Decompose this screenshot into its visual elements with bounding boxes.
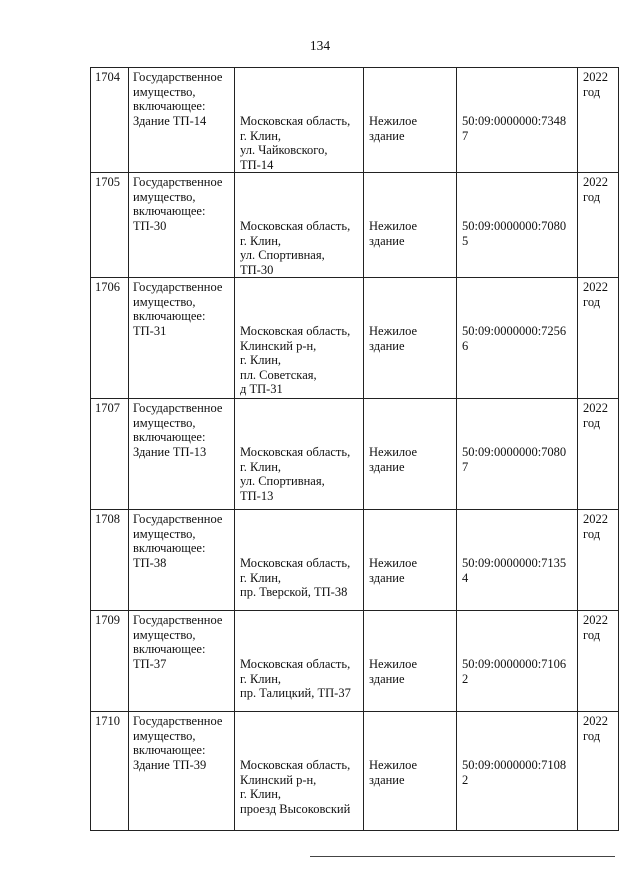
cell-address xyxy=(235,399,364,510)
property-item-name: ТП-37 xyxy=(133,657,167,671)
cell-address xyxy=(235,510,364,611)
property-item-name: Здание ТП-13 xyxy=(133,445,207,459)
cell-cadastral-number xyxy=(457,611,578,712)
cell-property-name xyxy=(129,278,235,399)
property-address: Московская область, г. Клин, ул. Спортивная, ТП-13 xyxy=(240,445,351,503)
cell-property-name xyxy=(129,173,235,278)
object-type: Нежилое здание xyxy=(369,556,418,585)
transfer-year: 2022 год xyxy=(583,613,608,642)
cell-address xyxy=(235,611,364,712)
property-description: Государственное имущество, включающее: xyxy=(133,613,223,656)
cell-cadastral-number xyxy=(457,712,578,831)
cell-year xyxy=(578,68,619,173)
cell-object-type xyxy=(364,510,457,611)
cadastral-number: 50:09:0000000:7106 2 xyxy=(462,657,567,686)
table-row xyxy=(91,278,619,399)
registry-body xyxy=(91,68,619,831)
property-item-name: ТП-38 xyxy=(133,556,167,570)
table-row xyxy=(91,399,619,510)
cell-object-type xyxy=(364,399,457,510)
cadastral-number: 50:09:0000000:7256 6 xyxy=(462,324,567,353)
property-address: Московская область, г. Клин, ул. Чайковского, ТП-14 xyxy=(240,114,351,172)
cell-cadastral-number xyxy=(457,173,578,278)
cell-object-type xyxy=(364,68,457,173)
cell-property-name xyxy=(129,68,235,173)
cell-cadastral-number xyxy=(457,68,578,173)
property-item-name: ТП-31 xyxy=(133,324,167,338)
row-number: 1707 xyxy=(95,401,120,415)
cell-object-type xyxy=(364,611,457,712)
property-address: Московская область, г. Клин, пр. Талицкий, ТП-37 xyxy=(240,657,351,700)
property-description: Государственное имущество, включающее: xyxy=(133,512,223,555)
cell-cadastral-number xyxy=(457,399,578,510)
cell-year xyxy=(578,611,619,712)
row-number: 1709 xyxy=(95,613,120,627)
property-description: Государственное имущество, включающее: xyxy=(133,401,223,444)
cell-address xyxy=(235,278,364,399)
cell-row-number xyxy=(91,278,129,399)
cadastral-number: 50:09:0000000:7135 4 xyxy=(462,556,567,585)
row-number: 1704 xyxy=(95,70,120,84)
cell-year xyxy=(578,712,619,831)
cadastral-number: 50:09:0000000:7080 7 xyxy=(462,445,567,474)
object-type: Нежилое здание xyxy=(369,219,418,248)
table-row xyxy=(91,712,619,831)
table-row xyxy=(91,611,619,712)
cell-row-number xyxy=(91,510,129,611)
cell-object-type xyxy=(364,712,457,831)
property-description: Государственное имущество, включающее: xyxy=(133,175,223,218)
page-number: 134 xyxy=(309,38,331,53)
property-item-name: Здание ТП-39 xyxy=(133,758,207,772)
table-row xyxy=(91,510,619,611)
object-type: Нежилое здание xyxy=(369,657,418,686)
cell-row-number xyxy=(91,712,129,831)
property-address: Московская область, г. Клин, ул. Спортивная, ТП-30 xyxy=(240,219,351,277)
cell-year xyxy=(578,278,619,399)
cell-year xyxy=(578,173,619,278)
cell-row-number xyxy=(91,68,129,173)
cell-cadastral-number xyxy=(457,510,578,611)
transfer-year: 2022 год xyxy=(583,714,608,743)
property-registry-table xyxy=(90,67,619,831)
row-number: 1706 xyxy=(95,280,120,294)
cadastral-number: 50:09:0000000:7080 5 xyxy=(462,219,567,248)
cell-address xyxy=(235,712,364,831)
cadastral-number: 50:09:0000000:7348 7 xyxy=(462,114,567,143)
cell-object-type xyxy=(364,278,457,399)
cell-row-number xyxy=(91,173,129,278)
cell-property-name xyxy=(129,611,235,712)
page-bottom-rule xyxy=(310,856,615,857)
transfer-year: 2022 год xyxy=(583,280,608,309)
cell-property-name xyxy=(129,712,235,831)
cell-address xyxy=(235,68,364,173)
cell-address xyxy=(235,173,364,278)
property-address: Московская область, Клинский р-н, г. Клин, проезд Высоковский xyxy=(240,758,351,816)
property-address: Московская область, Клинский р-н, г. Клин, пл. Советская, д ТП-31 xyxy=(240,324,351,396)
cell-row-number xyxy=(91,399,129,510)
row-number: 1708 xyxy=(95,512,120,526)
cell-object-type xyxy=(364,173,457,278)
transfer-year: 2022 год xyxy=(583,70,608,99)
property-description: Государственное имущество, включающее: xyxy=(133,280,223,323)
transfer-year: 2022 год xyxy=(583,175,608,204)
table-row xyxy=(91,68,619,173)
transfer-year: 2022 год xyxy=(583,401,608,430)
row-number: 1710 xyxy=(95,714,120,728)
cadastral-number: 50:09:0000000:7108 2 xyxy=(462,758,567,787)
property-description: Государственное имущество, включающее: xyxy=(133,70,223,113)
object-type: Нежилое здание xyxy=(369,114,418,143)
table-row xyxy=(91,173,619,278)
cell-year xyxy=(578,399,619,510)
cell-year xyxy=(578,510,619,611)
property-description: Государственное имущество, включающее: xyxy=(133,714,223,757)
object-type: Нежилое здание xyxy=(369,758,418,787)
property-address: Московская область, г. Клин, пр. Тверской, ТП-38 xyxy=(240,556,351,599)
cell-cadastral-number xyxy=(457,278,578,399)
cell-property-name xyxy=(129,510,235,611)
object-type: Нежилое здание xyxy=(369,445,418,474)
transfer-year: 2022 год xyxy=(583,512,608,541)
property-item-name: ТП-30 xyxy=(133,219,167,233)
cell-property-name xyxy=(129,399,235,510)
row-number: 1705 xyxy=(95,175,120,189)
cell-row-number xyxy=(91,611,129,712)
object-type: Нежилое здание xyxy=(369,324,418,353)
property-item-name: Здание ТП-14 xyxy=(133,114,207,128)
